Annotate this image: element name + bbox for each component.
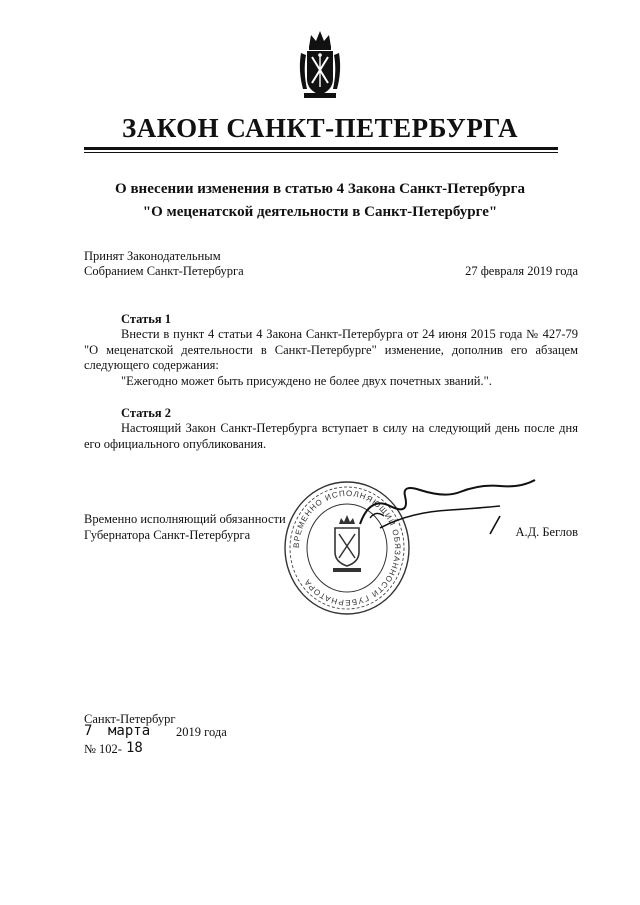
footer-day: 7 xyxy=(84,723,93,739)
article-2-heading: Статья 2 xyxy=(121,406,171,420)
article-1-heading: Статья 1 xyxy=(121,312,171,326)
footer-number-value: 18 xyxy=(126,740,143,756)
article-1-line-1: Внести в пункт 4 статьи 4 Закона Санкт-Петербурга от 24 июня 2015 года № 427-79 xyxy=(121,327,578,341)
footer-city: Санкт-Петербург xyxy=(84,712,176,726)
signatory-position-line-2: Губернатора Санкт-Петербурга xyxy=(84,528,251,542)
subject-line-2: "О меценатской деятельности в Санкт-Петербурге" xyxy=(142,204,498,220)
article-2-line-1: Настоящий Закон Санкт-Петербурга вступает в силу на следующий день после дня xyxy=(121,421,578,435)
footer-number-prefix: № 102- xyxy=(84,742,122,756)
footer-year: 2019 года xyxy=(176,725,227,739)
svg-text:ВРЕМЕННО ИСПОЛНЯЮЩИЙ ОБЯЗАННОС: ВРЕМЕННО ИСПОЛНЯЮЩИЙ ОБЯЗАННОСТИ ГУБЕРНАТОРА xyxy=(291,488,403,608)
title-rule-thick xyxy=(84,147,558,150)
footer-month: марта xyxy=(108,723,151,739)
adoption-line-2: Собранием Санкт-Петербурга xyxy=(84,264,244,278)
article-2-line-2: его официального опубликования. xyxy=(84,437,267,451)
spb-coat-of-arms-icon xyxy=(297,27,343,101)
adoption-date: 27 февраля 2019 года xyxy=(465,264,578,278)
article-1-line-3: следующего содержания: xyxy=(84,358,219,372)
signatory-name: А.Д. Беглов xyxy=(515,525,578,539)
article-1-line-4: "Ежегодно может быть присуждено не более двух почетных званий.". xyxy=(121,374,492,388)
signature xyxy=(350,476,540,536)
adoption-line-1: Принят Законодательным xyxy=(84,249,221,263)
subject-line-1: О внесении изменения в статью 4 Закона Санкт-Петербурга xyxy=(115,181,525,197)
document-title: ЗАКОН САНКТ-ПЕТЕРБУРГА xyxy=(121,113,519,143)
signatory-position-line-1: Временно исполняющий обязанности xyxy=(84,512,286,526)
article-1-line-2: "О меценатской деятельности в Санкт-Петербурге" изменение, дополнив его абзацем xyxy=(84,343,578,357)
title-rule-thin xyxy=(84,152,558,153)
